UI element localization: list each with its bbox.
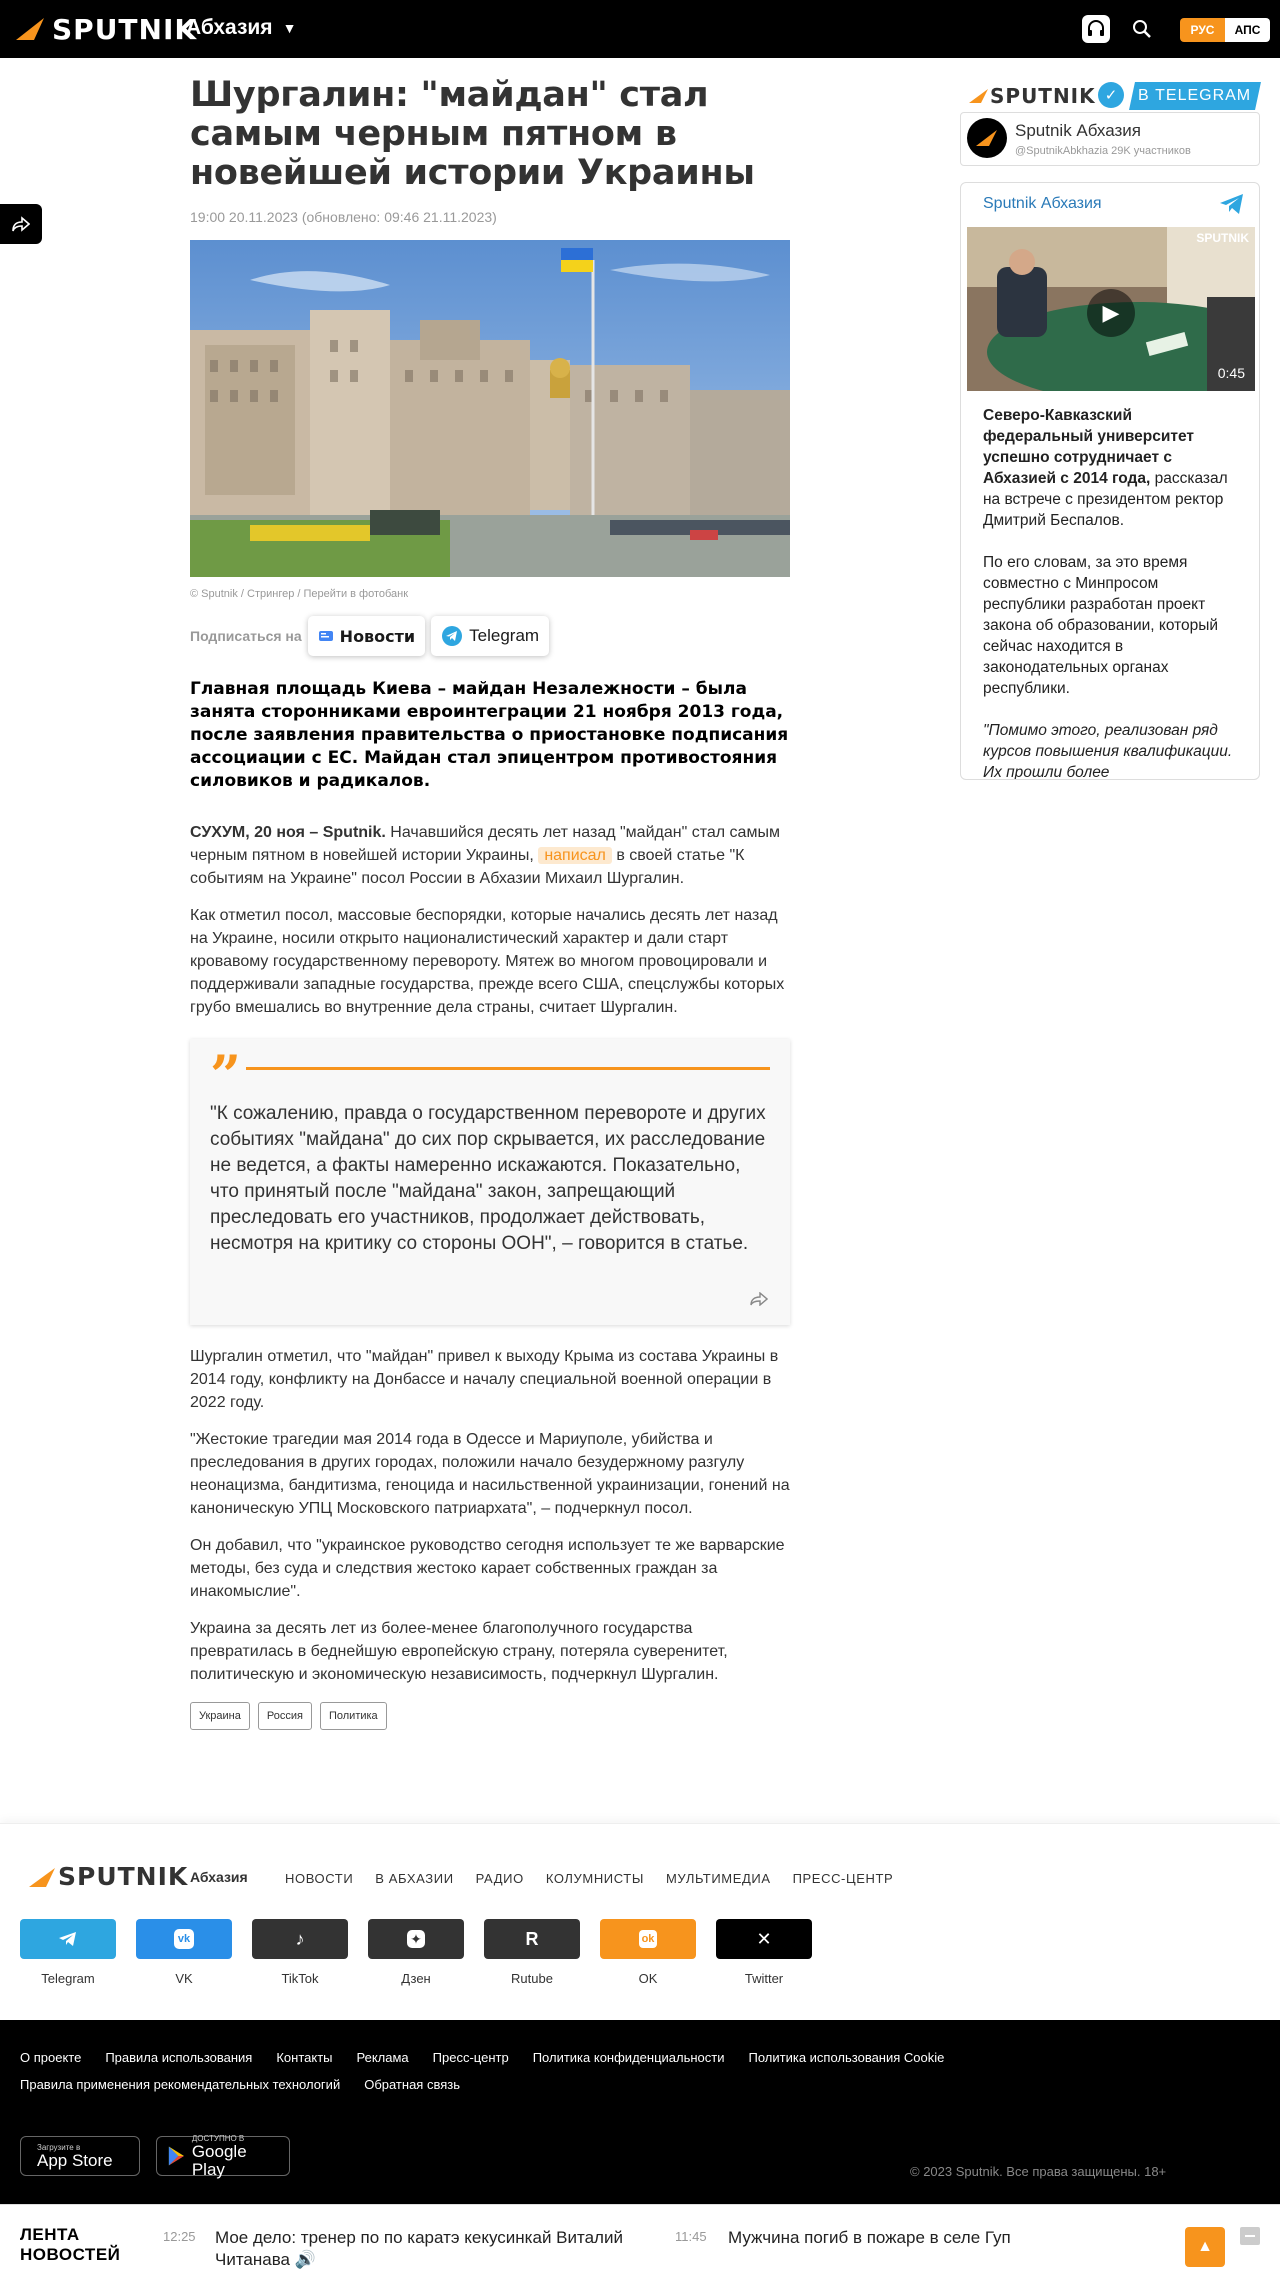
video-thumbnail[interactable] [967,227,1255,391]
article-photo[interactable] [190,240,790,577]
social-tiktok[interactable] [252,1919,348,1986]
x-icon: ✕ [716,1919,812,1959]
chevron-up-icon: ▲ [1197,2238,1213,2255]
social-rutube-label: Rutube [511,1971,553,1986]
lang-aps[interactable]: АПС [1225,18,1270,42]
video-watermark: SPUTNIK [1196,231,1249,245]
quote-text: "К сожалению, правда о государственном перевороте и других событиях "майдана" до сих пор скрывается, их расследование не ведется, а факты намеренно искажаются. Показательно, что принятый после "майдана" закон, запрещающий преследовать его участников, продолжает действовать, несмотря на критику со стороны ООН", – говорится в статье. [210,1103,766,1254]
paragraph-1-a: Начавшийся десять лет назад "майдан" стал самым черным пятном в новейшей истории Украины, [190,824,780,864]
widget-post-text [983,405,1245,780]
copyright: © 2023 Sputnik. Все права защищены. 18+ [910,2164,1167,2179]
telegram-channel-card[interactable] [960,112,1260,166]
sputnik-logo-icon [968,86,990,106]
link-contacts[interactable]: Контакты [276,2050,333,2065]
footer-region: Абхазия [190,1869,248,1885]
quote-share-button[interactable] [750,1292,768,1311]
verified-icon: ✓ [1098,82,1124,108]
share-button[interactable] [0,204,42,244]
site-header [0,0,1280,58]
footer-bottom [0,2020,1280,2204]
google-news-icon [318,628,334,644]
photo-caption[interactable]: © Sputnik / Стрингер / Перейти в фотобанк [190,588,409,600]
link-about[interactable]: О проекте [20,2050,82,2065]
footer-nav-multimedia[interactable]: МУЛЬТИМЕДИА [665,1871,771,1886]
footer-nav-abkhazia[interactable]: В АБХАЗИИ [375,1871,454,1886]
post-rest: рассказал на встрече с президентом ректор Дмитрий Беспалов. [983,470,1228,529]
social-rutube[interactable] [484,1919,580,1986]
post-quote: "Помимо этого, реализован ряд курсов повышения квалификации. Их прошли более [983,722,1233,780]
lang-ru[interactable]: РУС [1180,18,1225,42]
rutube-icon: R [484,1919,580,1959]
footer-top [0,1823,1280,2020]
paragraph-4: "Жестокие трагедии мая 2014 года в Одессе и Мариуполе, убийства и преследования в других городах, положили начало безудержному разгулу неонацизма, бандитизма, геноцида и насильственной украинизации, гонений на каноническую УПЦ Московского патриархата", – подчеркнул посол. [190,1431,790,1517]
quote-divider [246,1067,770,1070]
search-button[interactable] [1130,17,1154,41]
ticker-label[interactable] [20,2225,120,2265]
subscribe-novosti-label: Новости [339,626,416,646]
telegram-widget [960,182,1260,780]
sputnik-logo-icon [975,127,999,149]
post-paragraph-3 [983,720,1245,780]
subscribe-label: Подписаться на [190,628,302,644]
tag-politics[interactable]: Политика [320,1702,387,1730]
subscribe-bar [190,616,790,656]
link-recommendations[interactable]: Правила применения рекомендательных технологий [20,2077,341,2092]
social-vk[interactable] [136,1919,232,1986]
link-terms[interactable]: Правила использования [105,2050,253,2065]
article-body-continued [190,1345,790,1686]
footer-logo-text: SPUTNIK [58,1862,189,1891]
ticker-label-1: ЛЕНТА [20,2225,80,2244]
subscribe-novosti-button[interactable] [308,616,425,656]
video-duration: 0:45 [1217,365,1245,381]
ticker-time-1: 12:25 [163,2229,196,2244]
subscribe-telegram-button[interactable] [431,616,549,656]
footer-logo[interactable] [28,1862,188,1891]
link-feedback[interactable]: Обратная связь [364,2077,460,2092]
paragraph-6: Украина за десять лет из более-менее благополучного государства превратилась в беднейшую европейскую страну, потеряла суверенитет, политическую и экономическую независимость, подчеркнул Шургалин. [190,1620,728,1683]
footer-nav-news[interactable]: НОВОСТИ [285,1871,354,1886]
logo-text: SPUTNIK [52,12,198,46]
widget-channel-name[interactable]: Sputnik Абхазия [983,195,1102,212]
post-bold: Северо-Кавказский федеральный университет успешно сотрудничает с Абхазией с 2014 года, [983,407,1195,487]
footer-links-row-2 [20,2077,460,2092]
telegram-banner[interactable] [960,82,1260,112]
kyiv-square-photo [190,240,790,577]
app-store-text [37,2143,113,2170]
google-play-big: Google Play [191,2141,247,2179]
paragraph-1 [190,821,790,890]
google-play-text [192,2134,279,2179]
social-links [20,1919,812,1986]
dzen-icon: ✦ [368,1919,464,1959]
app-store-small: Загрузите в [37,2142,81,2152]
dateline: СУХУМ, 20 ноя – Sputnik. [190,824,386,841]
link-advertising[interactable]: Реклама [356,2050,409,2065]
telegram-icon[interactable] [1219,193,1245,215]
social-ok[interactable] [600,1919,696,1986]
ok-icon: ok [600,1919,696,1959]
social-telegram[interactable] [20,1919,116,1986]
article-lead: Главная площадь Киева – майдан Незалежности – была занята сторонниками евроинтеграции 21 ноября 2013 года, после заявления правительства о приостановке подписания ассоциации с ЕС. Майдан стал эпицентром противостояния силовиков и радикалов. [190,679,789,791]
paragraph-2: Как отметил посол, массовые беспорядки, которые начались десять лет назад на Украине, носили открыто националистический характер и дали старт кровавому государственному перевороту. Мятеж во многом провоцировали и поддерживали западные государства, прежде всего США, спецслужбы которых грубо вмешались во внутренние дела страны, считает Шургалин. [190,907,785,1016]
banner-logo [968,82,1096,110]
article-title: Шургалин: "майдан" стал самым черным пятном в новейшей истории Украины [190,75,755,193]
paragraph-5: Он добавил, что "украинское руководство сегодня использует те же варварские методы, без суда и следствия жестоко карает собственных граждан за инакомыслие". [190,1537,785,1600]
paragraph-1-b: в своей статье "К событиям на Украине" посол России в Абхазии Михаил Шургалин. [190,847,745,887]
post-paragraph-2: По его словам, за это время совместно с Минпросом республики разработан проект закона об образовании, который сейчас находится в законодательных органах республики. [983,554,1219,697]
inline-link[interactable]: написал [538,847,612,864]
social-dzen[interactable] [368,1919,464,1986]
speaker-icon: 🔊 [294,2250,316,2269]
tiktok-icon: ♪ [252,1919,348,1959]
scroll-up-button[interactable] [1185,2227,1225,2267]
post-paragraph-1 [983,405,1245,531]
sputnik-logo[interactable] [14,14,197,44]
banner-logo-text: SPUTNIK [990,84,1096,108]
social-tiktok-label: TikTok [281,1971,319,1986]
tag-list [190,1702,790,1730]
share-icon [750,1292,768,1306]
channel-avatar [967,118,1007,158]
ticker-item-1[interactable] [215,2227,665,2271]
widget-header [961,183,1259,225]
footer-nav-press-center[interactable]: ПРЕСС-ЦЕНТР [792,1871,894,1886]
ticker-item-1-text: Мое дело: тренер по по каратэ кекусинкай Виталий Читанава [215,2228,623,2269]
app-store-button[interactable] [20,2136,140,2176]
app-store-big: App Store [37,2150,113,2170]
radio-button[interactable] [1082,15,1110,43]
telegram-icon [441,625,463,647]
banner-label [1129,82,1261,110]
ticker-minimize-button[interactable] [1240,2227,1260,2245]
google-play-icon [167,2145,186,2167]
subscribe-telegram-label: Telegram [469,626,540,645]
footer-nav-radio[interactable]: РАДИО [475,1871,524,1886]
footer-nav-columnists[interactable]: КОЛУМНИСТЫ [545,1871,644,1886]
footer-links-row-1 [20,2050,944,2065]
social-dzen-label: Дзен [401,1971,431,1986]
article-body [190,821,790,1019]
region-label: Абхазия [186,16,273,39]
social-ok-label: OK [638,1971,658,1986]
headphones-icon [1086,19,1106,39]
tag-russia[interactable]: Россия [258,1702,312,1730]
social-telegram-label: Telegram [41,1971,95,1986]
footer-nav [285,1871,893,1886]
google-play-small: ДОСТУПНО В [191,2133,245,2143]
paragraph-3: Шургалин отметил, что "майдан" привел к выходу Крыма из состава Украины в 2014 году, конфликту на Донбассе и началу специальной военной операции в 2022 году. [190,1348,779,1411]
link-privacy[interactable]: Политика конфиденциальности [532,2050,725,2065]
ticker-label-2: НОВОСТЕЙ [20,2245,121,2264]
news-ticker [0,2204,1280,2289]
tag-ukraine[interactable]: Украина [190,1702,250,1730]
search-icon [1130,17,1154,41]
google-play-button[interactable] [156,2133,290,2179]
article-date: 19:00 20.11.2023 (обновлено: 09:46 21.11.2023) [190,209,497,225]
play-icon[interactable]: ▶ [1087,289,1135,337]
ticker-time-2: 11:45 [675,2229,707,2244]
channel-handle: @SputnikAbkhazia 29K участников [1015,145,1191,157]
link-cookie[interactable]: Политика использования Cookie [748,2050,945,2065]
language-switch[interactable] [1180,18,1270,42]
ticker-item-2[interactable]: Мужчина погиб в пожаре в селе Гуп [728,2228,1011,2247]
social-twitter-label: Twitter [744,1971,784,1986]
telegram-icon [20,1919,116,1959]
quote-icon: ” [210,1043,242,1107]
vk-icon: vk [136,1919,232,1959]
social-twitter[interactable] [716,1919,812,1986]
article [190,76,790,1730]
quote-block [190,1039,790,1325]
region-selector[interactable] [186,16,296,40]
sputnik-logo-icon [28,1864,58,1890]
link-press-center[interactable]: Пресс-центр [432,2050,509,2065]
social-vk-label: VK [175,1971,193,1986]
share-icon [12,216,30,232]
chevron-down-icon: ▼ [282,20,297,36]
channel-name: Sputnik Абхазия [1015,121,1142,140]
sputnik-logo-icon [14,14,48,44]
banner-label-text: В TELEGRAM [1138,87,1252,104]
